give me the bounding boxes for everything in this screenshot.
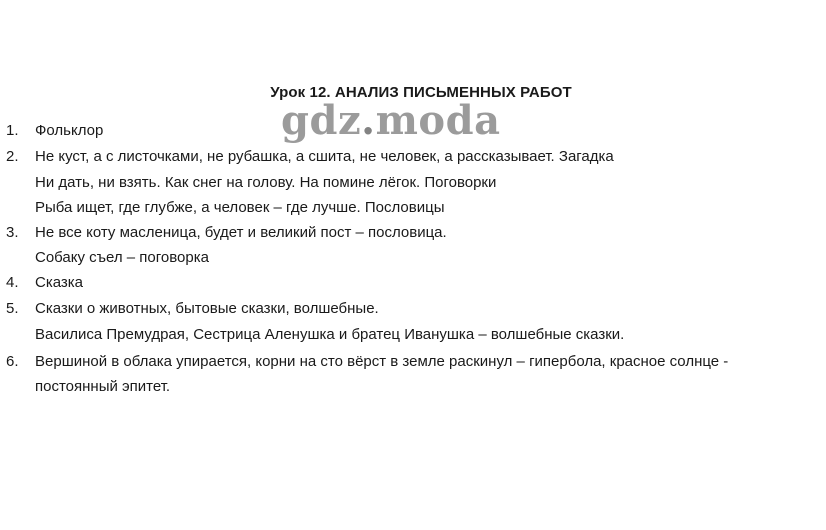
watermark-logo [281, 97, 501, 144]
list-item-text: постоянный эпитет. [35, 378, 171, 395]
list-item-text: Фольклор [35, 122, 104, 139]
list-item-text: Сказки о животных, бытовые сказки, волшебные. [35, 300, 379, 317]
list-item-number: 6. [6, 353, 19, 370]
list-item-text: Не все коту масленица, будет и великий пост – пословица. [35, 224, 447, 241]
list-item-text: Не куст, а с листочками, не рубашка, а сшита, не человек, а рассказывает. Загадка [35, 148, 614, 165]
list-item-text: Собаку съел – поговорка [35, 249, 209, 266]
list-item-number: 2. [6, 148, 19, 165]
list-item-text: Ни дать, ни взять. Как снег на голову. На помине лёгок. Поговорки [35, 174, 497, 191]
watermark-part-1: gdz [281, 97, 362, 144]
list-item-text: Сказка [35, 274, 84, 291]
list-item-number: 3. [6, 224, 19, 241]
watermark-part-2: moda [375, 97, 501, 144]
page-title: Урок 12. АНАЛИЗ ПИСЬМЕННЫХ РАБОТ [270, 84, 572, 101]
list-item-text: Василиса Премудрая, Сестрица Аленушка и братец Иванушка – волшебные сказки. [35, 326, 625, 343]
list-item-number: 1. [6, 122, 19, 139]
list-item-text: Рыба ищет, где глубже, а человек – где лучше. Пословицы [35, 199, 445, 216]
watermark-dot: . [361, 97, 376, 144]
list-item-text: Вершиной в облака упирается, корни на сто вёрст в земле раскинул – гипербола, красное солнце - [35, 353, 729, 370]
list-item-number: 5. [6, 300, 19, 317]
list-item-number: 4. [6, 274, 19, 291]
